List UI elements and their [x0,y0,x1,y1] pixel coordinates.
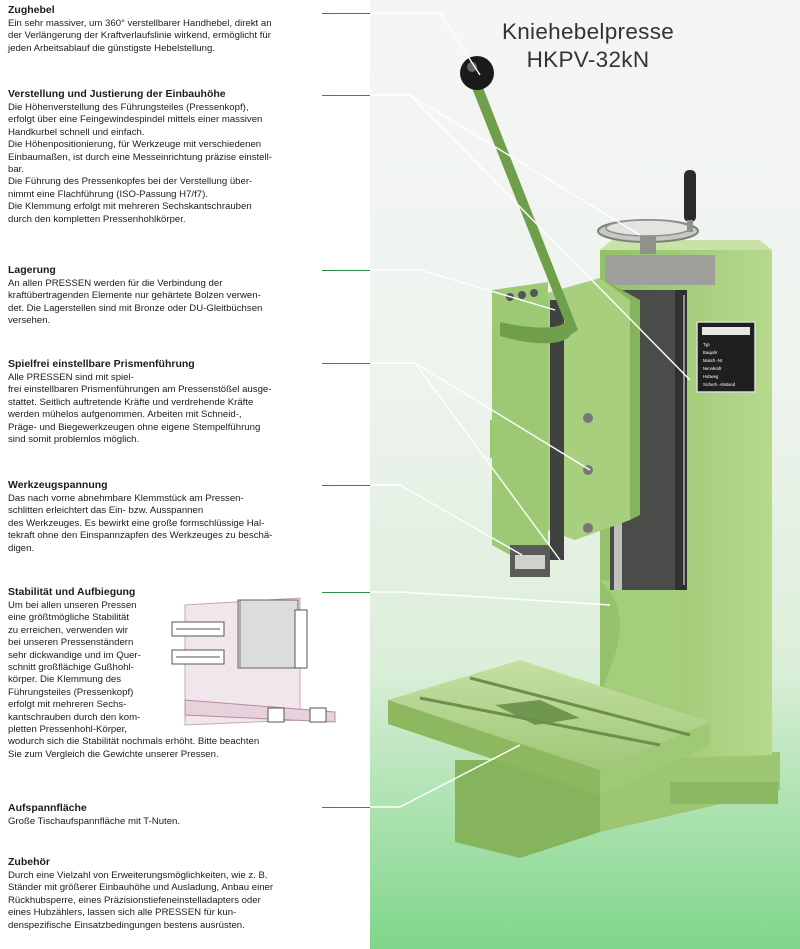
title-line-2: HKPV-32kN [526,47,650,72]
section-text: Große Tischaufspannfläche mit T-Nuten. [8,816,181,827]
nameplate-row: Baujahr [703,350,718,355]
section-heading: Aufspannfläche [8,802,87,814]
section-text: Die Höhenverstellung des Führungsteiles (Pressenkopf), erfolgt über eine Feingewindespindel mittels einer massiven Handkurbel schnell und einfach. Die Höhenpositionierung, für Werkzeuge mit verschiedenen Einbaumaßen, ist durch eine Messeinrichtung präzise einstell- bar. Die Führung des Pressenkopfes bei der Verstellung über- nimmt eine Flachführung (ISO-Passung H7/f7). Die Klemmung erfolgt mit mehreren Sechskantschrauben durch den kompletten Pressenhohlkörper. [8,102,272,225]
section-text: Durch eine Vielzahl von Erweiterungsmöglichkeiten, wie z. B. Ständer mit größerer Einbauhöhe und Ausladung, Anbau einer Rückhubsperre, eines Präzisionstiefeneinstelladapters oder eines Hubzählers, lassen sich alle PRESSEN für kun- denspezifische Einsatzbedingungen bestens ausrüsten. [8,870,274,931]
nameplate-row: Nennkraft [703,366,722,371]
section-heading: Zubehör [8,856,50,868]
nameplate-row: Typ [703,342,710,347]
section-text: Das nach vorne abnehmbare Klemmstück am Pressen- schlitten erleichtert das Ein- bzw. Ausspannen des Werkzeuges. Es bewirkt eine große formschlüssige Hal- tekraft ohne den Einspannzapfen des Werkzeuges zu beschä- digen. [8,493,273,554]
nameplate-row: Masch.-Nr. [703,358,724,363]
section-heading: Spielfrei einstellbare Prismenführung [8,358,195,370]
nameplate-row: Sicherh.-Abstand [703,382,736,387]
section-heading: Zughebel [8,4,55,16]
section-text: Alle PRESSEN sind mit spiel- frei einstellbaren Prismenführungen am Pressenstößel ausge- stattet. Seitlich auftretende Kräfte und verdrehende Kräfte werden mühelos aufgenommen. Arbeiten mit Schneid-, Präge- und Biegewerkzeugen ohne eigene Stempelführung sind somit problemlos möglich. [8,372,272,446]
section-text: Ein sehr massiver, um 360° verstellbarer Handhebel, direkt an der Verlängerung der Kraftverlaufslinie wirkend, ermöglicht für jeden Arbeitsablauf die günstigste Hebelstellung. [8,18,272,54]
section-heading: Verstellung und Justierung der Einbauhöhe [8,88,226,100]
section-heading: Stabilität und Aufbiegung [8,586,136,598]
section-heading: Werkzeugspannung [8,479,108,491]
section-text: An allen PRESSEN werden für die Verbindung der kraftübertragenden Elemente nur gehärtete Bolzen verwen- det. Die Lagerstellen sind mit Bronze oder DU-Gleitbüchsen versehen. [8,278,263,327]
cross-section-sketch [172,598,335,725]
section-heading: Lagerung [8,264,56,276]
nameplate [697,322,755,392]
title-line-1: Kniehebelpresse [501,19,675,44]
section-text: Um bei allen unseren Pressen eine größtmögliche Stabilität zu erreichen, verwenden wir bei unseren Pressenständern sehr dickwandige und im Quer- schnitt großflächige Gußhohl- körper. Die Klemmung des Führungsteiles (Pressenkopf) erfolgt mit mehreren Sechs- kantschrauben durch den kom- pletten Pressenhohl-Körper, wodurch sich die Stabilität nochmals erhöht. Bitte beachten Sie zum Vergleich die Gewichte unserer Pressen. [8,600,260,760]
nameplate-row: Hubweg [703,374,719,379]
